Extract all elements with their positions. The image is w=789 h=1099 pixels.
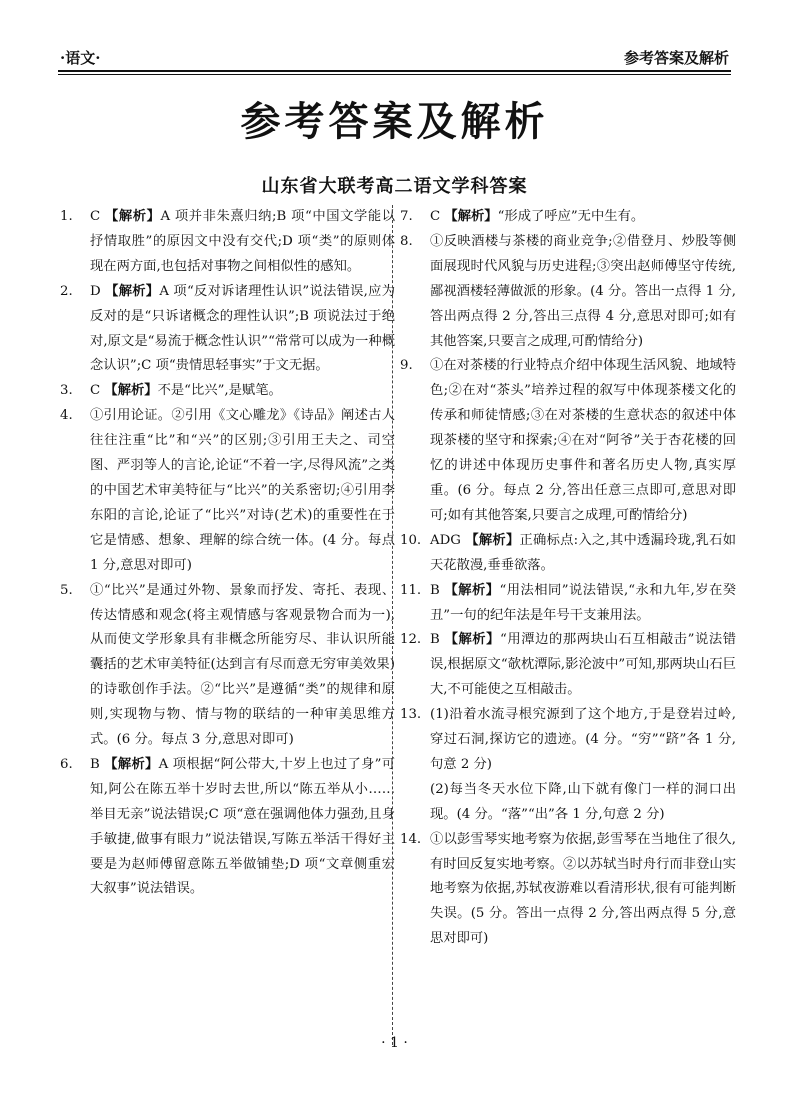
answer-body: “形成了呼应”无中生有。 (497, 209, 645, 224)
answer-text (430, 230, 736, 355)
answer-text (90, 579, 395, 753)
answer-item (60, 404, 395, 578)
answer-body: “用潭边的那两块山石互相敲击”说法错误,根据原文“欹枕潭际,影沦波中”可知,那两块山石巨大,不可能使之互相敲击。 (430, 632, 736, 698)
answer-number: 1. (60, 209, 73, 224)
answer-number: 14. (400, 831, 422, 847)
answer-body: A 项并非朱熹归纳;B 项“中国文学能以抒情取胜”的原因文中没有交代;D 项“类”的原则体现在两方面,也包括对事物之间相似性的感知。 (90, 209, 395, 274)
analysis-tag: 【解析】 (104, 756, 159, 772)
answer-body: ①在对茶楼的行业特点介绍中体现生活风貌、地域特色;②在对“茶头”培养过程的叙写中体现茶楼文化的传承和师徒情感;③在对茶楼的生意状态的叙述中体现茶楼的坚守和探索;④在对“阿爷”关于杏花楼的回忆的讲述中体现历史事件和著名历史人物,真实厚重。(6 分。每点 2 分,答出任意三点即可,意思对即可;如有其他答案,只要言之成理,可酌情给分) (430, 358, 736, 523)
answer-number: 4. (60, 408, 73, 424)
answer-body: ①引用论证。②引用《文心雕龙》《诗品》阐述古人往往注重“比”和“兴”的区别;③引用王夫之、司空图、严羽等人的言论,论证“不着一字,尽得风流”之类的中国艺术审美特征与“比兴”的关系密切;④引用李东阳的言论,论证了“比兴”对诗(艺术)的重要性在于它是情感、想象、理解的综合统一体。(4 分。每点 1 分,意思对即可) (90, 408, 395, 573)
answer-body: 正确标点:入之,其中透漏玲珑,乳石如天花散漫,垂垂欲落。 (430, 532, 736, 573)
answer-item (60, 379, 395, 404)
analysis-tag: 【解析】 (444, 632, 501, 648)
column-divider (392, 205, 393, 1045)
answer-number: 10. (400, 532, 422, 548)
answer-number: 12. (400, 632, 422, 648)
running-header (60, 44, 729, 68)
answer-text (90, 379, 395, 404)
subject-label: ·语文· (60, 49, 101, 67)
answer-body: ①“比兴”是通过外物、景象而抒发、寄托、表现、传达情感和观念(将主观情感与客观景物合而为一),从而使文学形象具有非概念所能穷尽、非认识所能囊括的艺术审美特征(达到言有尽而意无穷审美效果)的诗歌创作手法。②“比兴”是遵循“类”的规律和原则,实现物与物、情与物的联结的一种审美思维方式。(6 分。每点 3 分,意思对即可) (90, 582, 395, 748)
answer-number: 2. (60, 283, 73, 299)
answer-item (60, 753, 395, 902)
answer-item (400, 579, 736, 629)
answer-choice: C (430, 209, 445, 224)
page-subtitle: 山东省大联考高二语文学科答案 (261, 176, 528, 197)
answer-item (400, 628, 736, 703)
header-rule-thin (58, 74, 731, 75)
answer-body: ①反映酒楼与茶楼的商业竞争;②借登月、炒股等侧面展现时代风貌与历史进程;③突出赵师傅坚守传统,鄙视酒楼轻薄做派的形象。(4 分。答出一点得 1 分,答出两点得 2 分,答出三点得 4 分,意思对即可;如有其他答案,只要言之成理,可酌情给分) (430, 233, 736, 349)
left-column (60, 205, 395, 902)
answer-choice: C (90, 209, 105, 224)
answer-text (430, 828, 736, 953)
answer-item (400, 529, 736, 579)
answer-text (90, 280, 395, 380)
answer-body: A 项根据“阿公带大,十岁上也过了身”可知,阿公在陈五举十岁时去世,所以“陈五举从小……举目无亲”说法错误;C 项“意在强调他体力强劲,且身手敏捷,做事有眼力”说法错误,写陈五举活干得好主要是为赵师傅留意陈五举做铺垫;D 项“文章侧重宏大叙事”说法错误。 (90, 756, 396, 897)
answer-body: (1)沿着水流寻根究源到了这个地方,于是登岩过岭,穿过石洞,探访它的遗迹。(4 分。“穷”“跻”各 1 分,句意 2 分) (430, 707, 736, 772)
answer-item (400, 354, 736, 528)
analysis-tag: 【解析】 (104, 383, 158, 399)
answer-body: 不是“比兴”,是赋笔。 (157, 383, 282, 399)
answer-number: 5. (60, 582, 73, 598)
answer-text (430, 703, 736, 828)
answer-choice: B (430, 582, 445, 598)
answer-text (90, 404, 395, 578)
answer-choice: D (90, 283, 106, 299)
answer-choice: B (430, 632, 445, 648)
analysis-tag: 【解析】 (444, 582, 500, 598)
answer-item (60, 205, 395, 280)
right-column (400, 205, 736, 952)
analysis-tag: 【解析】 (465, 532, 520, 548)
answer-number: 6. (60, 756, 73, 772)
answer-text (430, 354, 736, 528)
answer-item (400, 828, 736, 953)
answer-choice: B (90, 756, 105, 772)
answer-text (90, 753, 395, 902)
page-title: 参考答案及解析 (240, 99, 549, 145)
answer-number: 11. (400, 582, 422, 598)
answer-text (90, 205, 395, 280)
analysis-tag: 【解析】 (444, 209, 498, 224)
section-label: 参考答案及解析 (623, 49, 729, 67)
answer-text (430, 628, 736, 703)
answer-choice: ADG (430, 532, 466, 548)
answer-item (400, 205, 736, 230)
analysis-tag: 【解析】 (105, 283, 160, 299)
answer-item (400, 230, 736, 355)
answer-text (430, 579, 736, 629)
answer-item (60, 280, 395, 380)
answer-number: 7. (400, 209, 413, 224)
answer-text (430, 529, 736, 579)
answer-body: “用法相同”说法错误,“永和九年,岁在癸丑”一句的纪年法是年号干支兼用法。 (430, 582, 737, 623)
page-number: · 1 · (381, 1035, 408, 1051)
analysis-tag: 【解析】 (104, 209, 161, 224)
answer-body: ①以彭雪琴实地考察为依据,彭雪琴在当地住了很久,有时回反复实地考察。②以苏轼当时舟行而非登山实地考察为依据,苏轼夜游难以看清形状,很有可能判断失误。(5 分。答出一点得 2 分,答出两点得 5 分,意思对即可) (430, 831, 736, 947)
answer-number: 3. (60, 383, 73, 399)
answer-body-part2: (2)每当冬天水位下降,山下就有像门一样的洞口出现。(4 分。“落”“出”各 1 分,句意 2 分) (430, 781, 736, 822)
answer-text (430, 205, 736, 230)
header-rule (58, 70, 731, 72)
answer-number: 13. (400, 707, 422, 723)
answer-item (60, 579, 395, 753)
answer-choice: C (90, 383, 105, 399)
answer-item (400, 703, 736, 828)
answer-number: 8. (400, 233, 413, 249)
answer-body: A 项“反对诉诸理性认识”说法错误,应为反对的是“只诉诸概念的理性认识”;B 项说法过于绝对,原文是“易流于概念性认识”“常常可以成为一种概念认识”;C 项“贵情思轻事实”于文无据。 (90, 283, 395, 374)
answer-number: 9. (400, 358, 413, 374)
